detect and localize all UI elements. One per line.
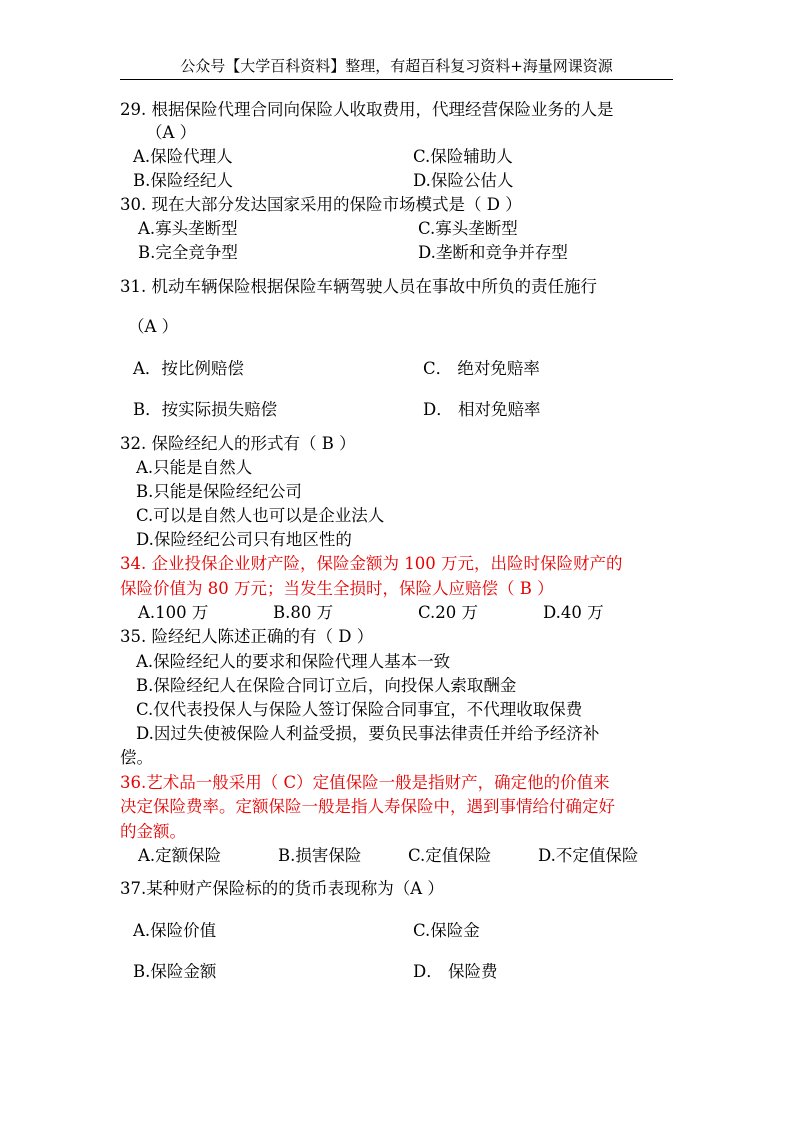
q32-option-b: B.只能是保险经纪公司 bbox=[136, 482, 302, 501]
q29-option-c: C.保险辅助人 bbox=[413, 147, 513, 166]
page-header: 公众号【大学百科资料】整理，有超百科复习资料+海量网课资源 bbox=[120, 56, 673, 80]
q30-option-d: D.垄断和竞争并存型 bbox=[418, 243, 568, 262]
q36-option-d: D.不定值保险 bbox=[538, 846, 639, 865]
q37-option-a: A.保险价值 bbox=[133, 921, 217, 940]
q32-stem: 32. 保险经纪人的形式有（ B ） bbox=[120, 434, 356, 453]
q37-stem: 37.某种财产保险标的的货币表现称为（A ） bbox=[120, 879, 444, 898]
q37-option-d: D． 保险费 bbox=[413, 962, 498, 981]
q31-answer: （A ） bbox=[128, 317, 179, 336]
q30-option-b: B.完全竞争型 bbox=[138, 243, 238, 262]
q36-line2: 决定保险费率。定额保险一般是指人寿保险中，遇到事情给付确定好 bbox=[120, 797, 615, 816]
q29-option-a: A.保险代理人 bbox=[133, 147, 233, 166]
q35-option-d: D.因过失使被保险人利益受损，要负民事法律责任并给予经济补 bbox=[136, 724, 600, 743]
q29-option-d: D.保险公估人 bbox=[413, 171, 514, 190]
q36-option-b: B.损害保险 bbox=[278, 846, 362, 865]
q32-option-d: D.保险经纪公司只有地区性的 bbox=[136, 530, 352, 549]
q34-stem-line1: 34. 企业投保企业财产险，保险金额为 100 万元，出险时保险财产的 bbox=[120, 554, 623, 573]
q36-line1: 36.艺术品一般采用（ C）定值保险一般是指财产，确定他的价值来 bbox=[120, 773, 610, 792]
q30-option-c: C.寡头垄断型 bbox=[418, 219, 518, 238]
q35-option-a: A.保险经纪人的要求和保险代理人基本一致 bbox=[136, 652, 451, 671]
q37-option-c: C.保险金 bbox=[413, 921, 480, 940]
q29-stem: 29. 根据保险代理合同向保险人收取费用，代理经营保险业务的人是 bbox=[120, 100, 614, 119]
q31-option-d: D． 相对免赔率 bbox=[423, 400, 541, 419]
q31-stem: 31. 机动车辆保险根据保险车辆驾驶人员在事故中所负的责任施行 bbox=[120, 277, 597, 296]
q34-option-a: A.100 万 bbox=[138, 603, 209, 622]
q31-option-a: A．按比例赔偿 bbox=[133, 359, 244, 378]
q31-option-b: B．按实际损失赔偿 bbox=[133, 400, 278, 419]
q34-option-b: B.80 万 bbox=[273, 603, 334, 622]
q37-option-b: B.保险金额 bbox=[133, 962, 217, 981]
q29-answer: （A ） bbox=[146, 123, 197, 142]
q32-option-c: C.可以是自然人也可以是企业法人 bbox=[136, 506, 385, 525]
q34-stem-line2: 保险价值为 80 万元；当发生全损时，保险人应赔偿（ B ） bbox=[120, 579, 554, 598]
q34-option-c: C.20 万 bbox=[418, 603, 479, 622]
q34-option-d: D.40 万 bbox=[543, 603, 604, 622]
q36-option-a: A.定额保险 bbox=[138, 846, 222, 865]
q35-option-d-continued: 偿。 bbox=[120, 748, 153, 767]
q29-option-b: B.保险经纪人 bbox=[133, 171, 233, 190]
q30-stem: 30. 现在大部分发达国家采用的保险市场模式是（ D ） bbox=[120, 195, 522, 214]
q35-stem: 35. 险经纪人陈述正确的有（ D ） bbox=[120, 627, 374, 646]
q31-option-c: C． 绝对免赔率 bbox=[423, 359, 540, 378]
q30-option-a: A.寡头垄断型 bbox=[138, 219, 238, 238]
q35-option-c: C.仅代表投保人与保险人签订保险合同事宜，不代理收取保费 bbox=[136, 700, 583, 719]
q36-option-c: C.定值保险 bbox=[408, 846, 492, 865]
q36-line3: 的金额。 bbox=[120, 822, 186, 841]
q35-option-b: B.保险经纪人在保险合同订立后，向投保人索取酬金 bbox=[136, 676, 517, 695]
q32-option-a: A.只能是自然人 bbox=[136, 458, 253, 477]
